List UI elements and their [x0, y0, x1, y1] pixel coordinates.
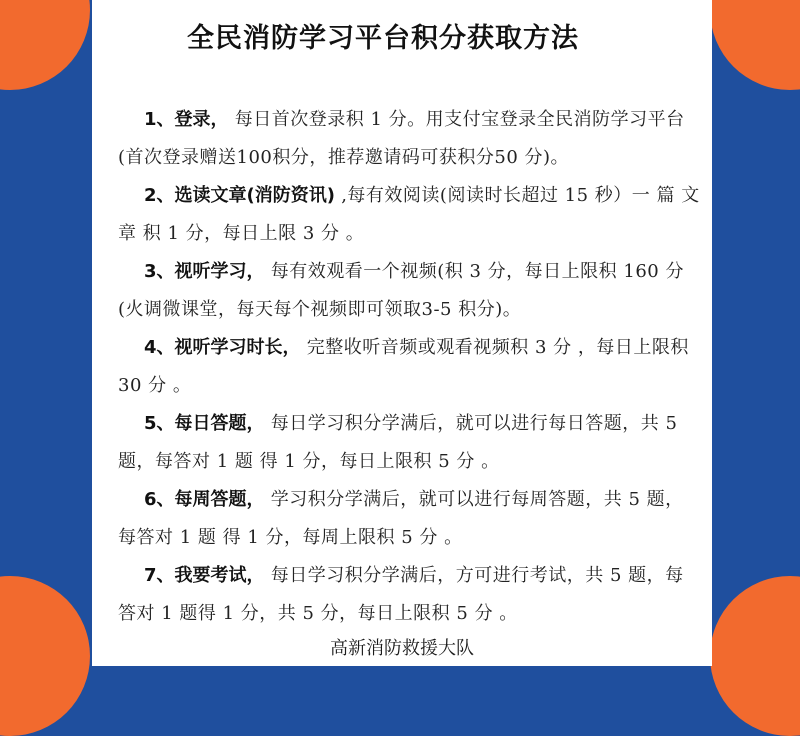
page-title: 全民消防学习平台积分获取方法 — [187, 23, 579, 54]
rule-text: 每日学习积分学满后，就可以进行每日答题，共 5 题，每答对 1 题 得 1 分，每日上限积 5 分 。 — [118, 413, 678, 472]
document-panel — [92, 0, 712, 666]
rule-heading: 7、我要考试， — [144, 565, 265, 586]
document-content — [118, 0, 700, 666]
rule-heading: 1、登录， — [144, 109, 229, 130]
rule-item-weekly-quiz — [118, 481, 700, 557]
footer-caption: 高新消防救援大队 — [92, 632, 712, 666]
corner-decoration-top-left — [0, 0, 90, 90]
rule-heading: 6、每周答题， — [144, 489, 265, 510]
rule-item-video-duration — [118, 329, 700, 405]
rule-item-video — [118, 253, 700, 329]
rule-text: 每日首次登录积 1 分。用支付宝登录全民消防学习平台(首次登录赠送100积分，推荐邀请码可获积分50 分)。 — [118, 109, 685, 168]
rule-text: 每有效观看一个视频(积 3 分，每日上限积 160 分(火调微课堂，每天每个视频即可领取3-5 积分)。 — [118, 261, 684, 320]
rule-item-exam — [118, 557, 700, 633]
rule-text: 学习积分学满后，就可以进行每周答题，共 5 题，每答对 1 题 得 1 分，每周上限积 5 分 。 — [118, 489, 684, 548]
corner-decoration-bottom-left — [0, 576, 90, 736]
rule-heading: 4、视听学习时长， — [144, 337, 301, 358]
corner-decoration-bottom-right — [710, 576, 800, 736]
rule-heading: 2、选读文章(消防资讯) — [144, 185, 335, 206]
rule-text: 每日学习积分学满后，方可进行考试，共 5 题，每答对 1 题得 1 分，共 5 分，每日上限积 5 分 。 — [118, 565, 684, 624]
corner-decoration-top-right — [710, 0, 800, 90]
rules-list — [118, 101, 700, 633]
rule-text: ,每有效阅读(阅读时长超过 15 秒）一 篇 文 章 积 1 分，每日上限 3 分 。 — [118, 185, 700, 244]
rule-item-login — [118, 101, 700, 177]
rule-item-daily-quiz — [118, 405, 700, 481]
rule-text: 完整收听音频或观看视频积 3 分 ，每日上限积 30 分 。 — [118, 337, 689, 396]
rule-heading: 3、视听学习， — [144, 261, 265, 282]
rule-item-reading — [118, 177, 700, 253]
rule-heading: 5、每日答题， — [144, 413, 265, 434]
